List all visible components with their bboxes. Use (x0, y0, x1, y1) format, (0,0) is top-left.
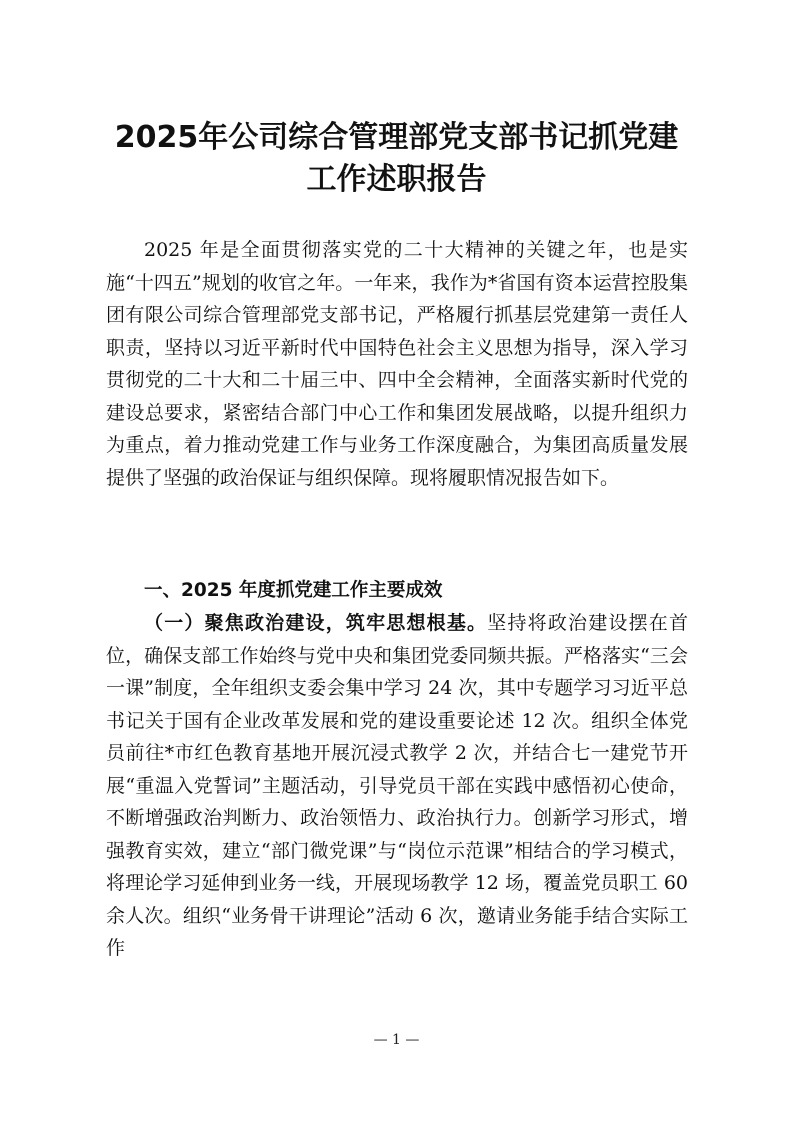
document-title-line-2: 工作述职报告 (306, 162, 487, 197)
section-heading-1: 一、2025 年度抓党建工作主要成效 (144, 580, 443, 601)
subsection-1-paragraph (106, 607, 688, 965)
subsection-paragraph-1 (106, 607, 688, 965)
subsection-1-lead: （一）聚焦政治建设，筑牢思想根基。 (144, 612, 488, 634)
document-title-line-1: 2025年公司综合管理部党支部书记抓党建 (114, 120, 679, 155)
intro-paragraph (106, 234, 688, 494)
page-number: — 1 — (373, 1032, 420, 1048)
subsection-1-text: 坚持将政治建设摆在首位，确保支部工作始终与党中央和集团党委同频共振。严格落实“三会一课”制度，全年组织支委会集中学习 24 次，其中专题学习习近平总书记关于国有企业改革发展和党的建设重要论述 12 次。组织全体党员前往*市红色教育基地开展沉浸式教学 2 次，并结合七一建党节开展“重温入党誓词”主题活动，引导党员干部在实践中感悟初心使命，不断增强政治判断力、政治领悟力、政治执行力。创新学习形式，增强教育实效，建立“部门微党课”与“岗位示范课”相结合的学习模式，将理论学习延伸到业务一线，开展现场教学 12 场，覆盖党员职工 60 余人次。组织“业务骨干讲理论”活动 6 次，邀请业务能手结合实际工作 (106, 612, 688, 959)
intro-text: 2025 年是全面贯彻落实党的二十大精神的关键之年，也是实施“十四五”规划的收官之年。一年来，我作为*省国有资本运营控股集团有限公司综合管理部党支部书记，严格履行抓基层党建第一责任人职责，坚持以习近平新时代中国特色社会主义思想为指导，深入学习贯彻党的二十大和二十届三中、四中全会精神，全面落实新时代党的建设总要求，紧密结合部门中心工作和集团发展战略，以提升组织力为重点，着力推动党建工作与业务工作深度融合，为集团高质量发展提供了坚强的政治保证与组织保障。现将履职情况报告如下。 (106, 239, 688, 489)
